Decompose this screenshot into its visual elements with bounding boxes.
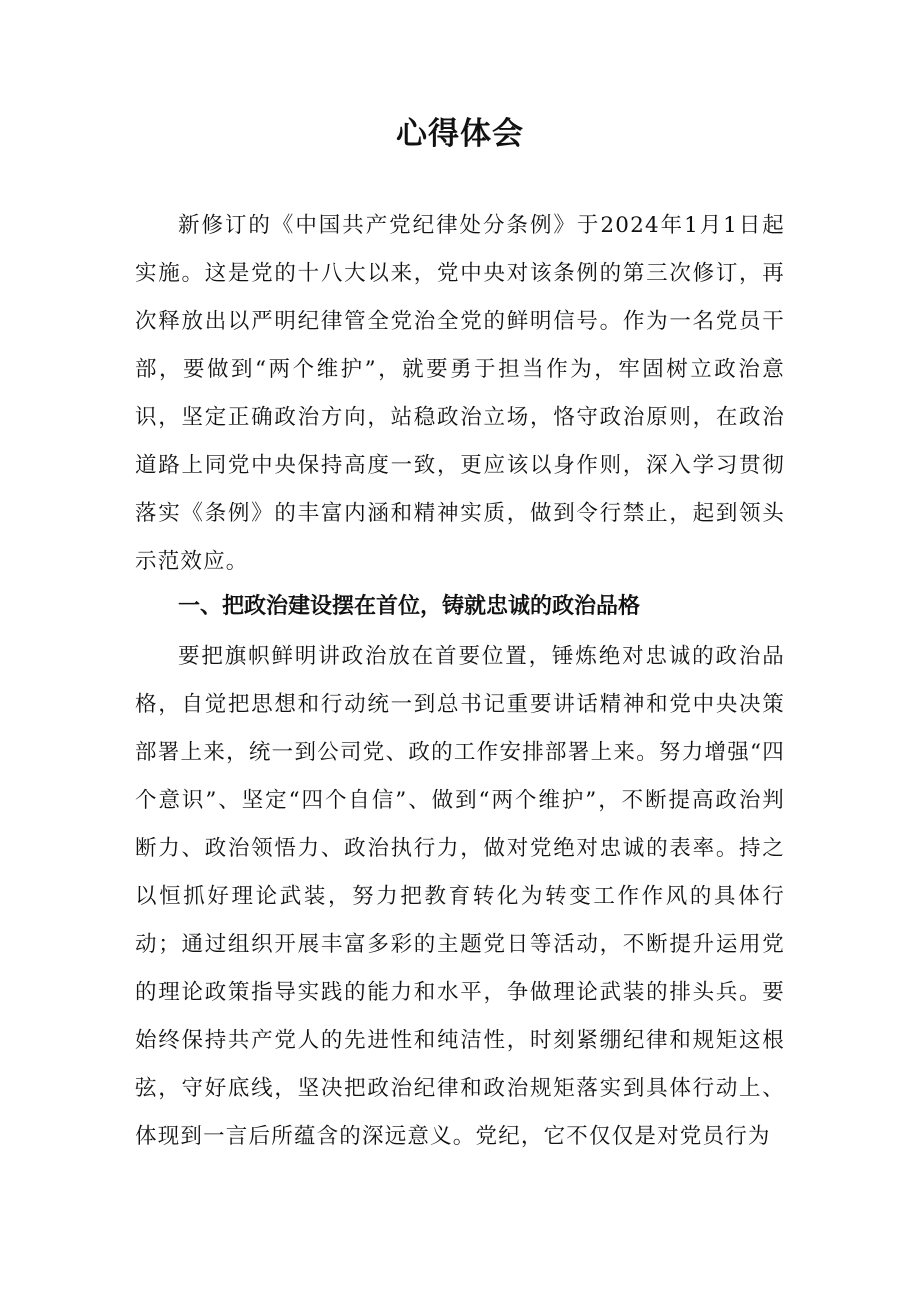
intro-paragraph: 新修订的《中国共产党纪律处分条例》于2024年1月1日起实施。这是党的十八大以来，党中央对该条例的第三次修订，再次释放出以严明纪律管全党治全党的鲜明信号。作为一名党员干部，要做到“两个维护”，就要勇于担当作为，牢固树立政治意识，坚定正确政治方向，站稳政治立场，恪守政治原则，在政治道路上同党中央保持高度一致，更应该以身作则，深入学习贯彻落实《条例》的丰富内涵和精神实质，做到令行禁止，起到领头示范效应。: [135, 213, 785, 574]
section-1-heading: 一、把政治建设摆在首位，铸就忠诚的政治品格: [178, 594, 641, 619]
document-title: 心得体会: [396, 116, 524, 152]
section-1-paragraph: 要把旗帜鲜明讲政治放在首要位置，锤炼绝对忠诚的政治品格，自觉把思想和行动统一到总书记重要讲话精神和党中央决策部署上来，统一到公司党、政的工作安排部署上来。努力增强“四个意识”、坚定“四个自信”、做到“两个维护”，不断提高政治判断力、政治领悟力、政治执行力，做对党绝对忠诚的表率。持之以恒抓好理论武装，努力把教育转化为转变工作作风的具体行动；通过组织开展丰富多彩的主题党日等活动，不断提升运用党的理论政策指导实践的能力和水平，争做理论武装的排头兵。要始终保持共产党人的先进性和纯洁性，时刻紧绷纪律和规矩这根弦，守好底线，坚决把政治纪律和政治规矩落实到具体行动上、体现到一言后所蕴含的深远意义。党纪，它不仅仅是对党员行为: [135, 644, 785, 1149]
